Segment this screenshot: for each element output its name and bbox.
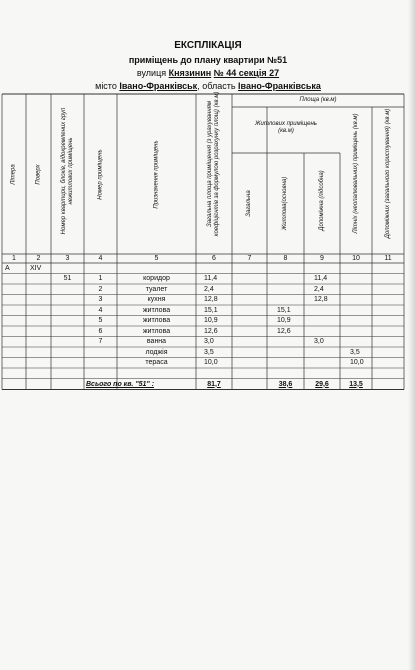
table-cell-c4: 7 [98,338,103,345]
table-cell-c6: 3,5 [204,348,214,356]
table-cell-c4: 1 [98,275,103,282]
table-cell-c9: 2,4 [314,285,324,293]
table-cell-c2: XIV [30,264,42,272]
table-cell-c5: житлова [142,317,171,324]
totals-total-area: 81,7 [207,380,221,388]
table-cell-c6: 10,0 [204,359,218,366]
header-floor: Поверх [35,163,41,185]
header-line-plan: приміщень до плану квартири №51 [128,55,288,65]
city-name: Івано-Франківськ [119,81,198,91]
column-number: 11 [384,255,392,262]
table-cell-c6: 10,9 [204,317,218,324]
header-apartment-number: Номер квартири, блоків, відокремлених груп нежитлових приміщень [60,107,74,234]
table-cell-c6: 15,1 [204,306,218,314]
table-cell-c5: ванна [146,338,167,345]
totals-summer: 13,5 [349,380,363,388]
table-cell-c4: 3 [98,296,103,303]
region-name: Івано-Франківська [238,81,321,91]
table-cell-c6: 12,6 [204,327,218,335]
column-number: 6 [212,255,216,262]
column-number: 3 [65,255,70,262]
table-cell-c8: 15,1 [277,306,291,314]
table-cell-c5: кухня [147,296,166,303]
table-cell-c5: лоджія [145,348,168,356]
column-number: 1 [12,255,16,262]
table-cell-c6: 11,4 [204,275,218,282]
table-cell-c8: 12,6 [277,327,291,335]
totals-living: 38,6 [278,380,293,388]
table-cell-c3: 51 [63,275,72,282]
column-number: 4 [98,255,103,262]
table-cell-c9: 12,8 [314,296,328,303]
header-summer-rooms: Літніх (неопалювальних) приміщень (кв.м) [352,113,359,234]
column-number: 8 [283,255,288,262]
table-cell-c6: 12,8 [204,296,218,303]
header-area-group: Площа (кв.м) [299,97,337,103]
table-cell-c6: 3,0 [204,338,214,345]
table-cell-c6: 2,4 [204,285,214,293]
table-cell-c4: 5 [98,317,103,324]
header-common-use: Допоміжних (загального користування) (кв.м) [384,108,391,239]
table-cell-c5: тераса [145,359,168,366]
column-number: 9 [320,255,324,262]
column-number: 5 [154,255,159,262]
table-cell-c4: 4 [98,306,103,314]
header-auxiliary: Допоміжна (підсобна) [318,169,325,231]
table-cell-c5: житлова [142,306,171,314]
header-room-purpose: Призначення приміщень [153,139,159,209]
table-cell-c1: А [5,264,10,272]
header-line-street: вулиця Князинин № 44 секція 27 [136,68,280,78]
table-cell-c4: 6 [98,327,103,335]
table-cell-c5: туалет [145,285,168,293]
table-cell-c10: 3,5 [350,348,360,356]
header-room-number: Номер приміщень [97,148,103,200]
street-name: Князинин [168,68,212,78]
table-cell-c9: 11,4 [314,275,328,282]
document-title: ЕКСПЛІКАЦІЯ [174,40,242,51]
totals-auxiliary: 29,6 [315,380,329,388]
totals-label: Всього по кв. "51" : [86,380,155,388]
header-litera: Літера [10,163,17,185]
header-living-group: Житлових приміщень (кв.м) [255,121,317,134]
table-cell-c5: коридор [143,275,170,282]
column-number: 7 [247,255,252,262]
table-cell-c5: житлова [142,327,171,335]
column-number: 10 [352,255,360,262]
table-cell-c4: 2 [98,285,103,293]
table-cell-c8: 10,9 [277,317,291,324]
header-total-area: Загальна площа приміщення (з урахуванням коефіцієнтів за формулою розрахунку площ) (кв.м) [207,91,220,236]
table-cell-c9: 3,0 [314,338,324,345]
header-living-main: Житлова(основна) [282,176,288,231]
column-number: 2 [36,255,41,262]
table-cell-c10: 10,0 [350,359,364,366]
header-living-total: Загальна [246,190,252,217]
header-line-city: місто Івано-Франківськ, область Івано-Франківська [95,81,321,91]
